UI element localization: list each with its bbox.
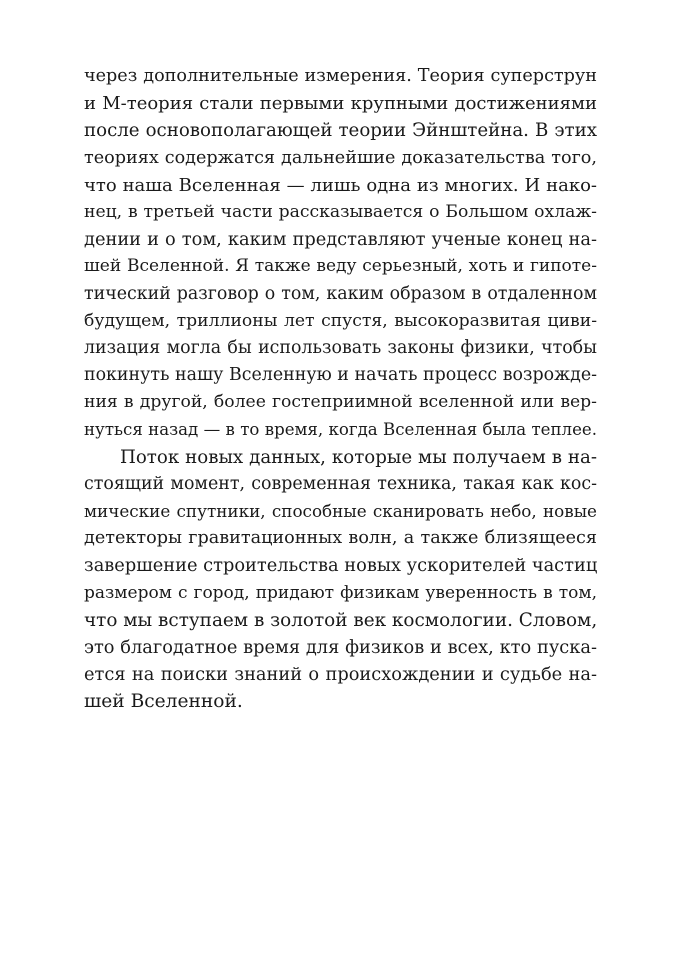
text-line: через дополнительные измерения. Теория суперструн: [84, 66, 597, 86]
text-line: нуться назад — в то время, когда Вселенная была теплее.: [84, 420, 597, 440]
text-line: Поток новых данных, которые мы получаем в на-: [120, 446, 597, 468]
text-line: нец, в третьей части рассказывается о Большом охлаж-: [84, 201, 597, 222]
text-line: тический разговор о том, каким образом в отдаленном: [84, 283, 597, 304]
text-line: покинуть нашу Вселенную и начать процесс возрожде-: [84, 365, 597, 386]
text-line: шей Вселенной. Я также веду серьезный, хоть и гипоте-: [84, 256, 597, 277]
text-line: это благодатное время для физиков и всех, кто пуска-: [84, 636, 597, 658]
text-line: ется на поиски знаний о происхождении и судьбе на-: [84, 664, 597, 686]
text-line: завершение строительства новых ускорителей частиц: [84, 555, 598, 577]
text-line: что наша Вселенная — лишь одна из многих. И нако-: [84, 174, 597, 196]
text-line: детекторы гравитационных волн, а также близящееся: [84, 528, 597, 549]
text-line: после основополагающей теории Эйнштейна. В этих: [84, 120, 597, 142]
paragraph-2: [84, 444, 597, 716]
text-line: шей Вселенной.: [84, 691, 243, 713]
text-line: размером с город, придают физикам уверенность в том,: [84, 582, 597, 603]
text-line: и М-теория стали первыми крупными достижениями: [84, 93, 597, 115]
text-line: лизация могла бы использовать законы физики, чтобы: [84, 337, 597, 358]
text-line: теориях содержатся дальнейшие доказательства того,: [84, 147, 597, 168]
text-line: стоящий момент, современная техника, такая как кос-: [84, 473, 597, 494]
text-line: что мы вступаем в золотой век космологии. Словом,: [84, 609, 598, 631]
text-line: мические спутники, способные сканировать небо, новые: [84, 501, 597, 521]
text-line: ния в другой, более гостеприимной вселенной или вер-: [84, 392, 597, 413]
body-text: [84, 63, 597, 716]
text-line: будущем, триллионы лет спустя, высокоразвитая циви-: [84, 310, 597, 331]
paragraph-1: [84, 63, 597, 444]
text-line: дении и о том, каким представляют ученые конец на-: [84, 229, 597, 251]
